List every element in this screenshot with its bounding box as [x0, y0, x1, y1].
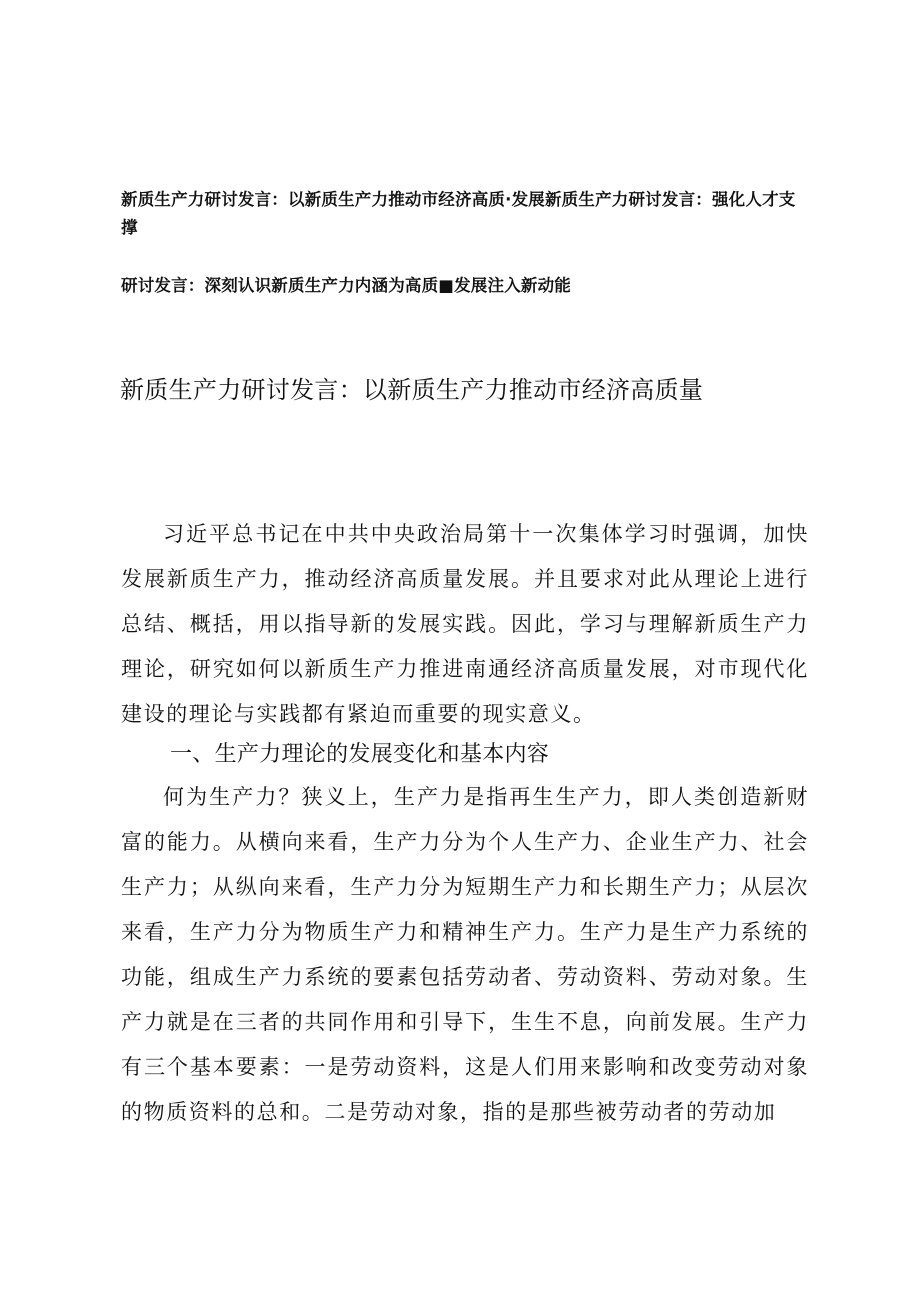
body-paragraph-intro: 习近平总书记在中共中央政治局第十一次集体学习时强调，加快发展新质生产力，推动经济高质量发展。并且要求对此从理论上进行总结、概括，用以指导新的发展实践。因此，学习与理解新质生产力理论，研究如何以新质生产力推进南通经济高质量发展，对市现代化建设的理论与实践都有紧迫而重要的现实意义。 [121, 522, 809, 726]
related-titles-line-2: 研讨发言：深刻认识新质生产力内涵为高质■发展注入新动能 [121, 276, 571, 295]
related-titles-line-1: 新质生产力研讨发言：以新质生产力推动市经济高质·发展新质生产力研讨发言：强化人才支撑 [121, 190, 796, 237]
document-title: 新质生产力研讨发言：以新质生产力推动市经济高质量 [120, 376, 704, 404]
body-paragraph-productivity: 何为生产力？狭义上，生产力是指再生生产力，即人类创造新财富的能力。从横向来看，生产力分为个人生产力、企业生产力、社会生产力；从纵向来看，生产力分为短期生产力和长期生产力；从层次来看，生产力分为物质生产力和精神生产力。生产力是生产力系统的功能，组成生产力系统的要素包括劳动者、劳动资料、劳动对象。生产力就是在三者的共同作用和引导下，生生不息，向前发展。生产力有三个基本要素：一是劳动资料，这是人们用来影响和改变劳动对象的物质资料的总和。二是劳动对象，指的是那些被劳动者的劳动加 [121, 785, 809, 1124]
section-heading-1: 一、生产力理论的发展变化和基本内容 [170, 742, 550, 767]
